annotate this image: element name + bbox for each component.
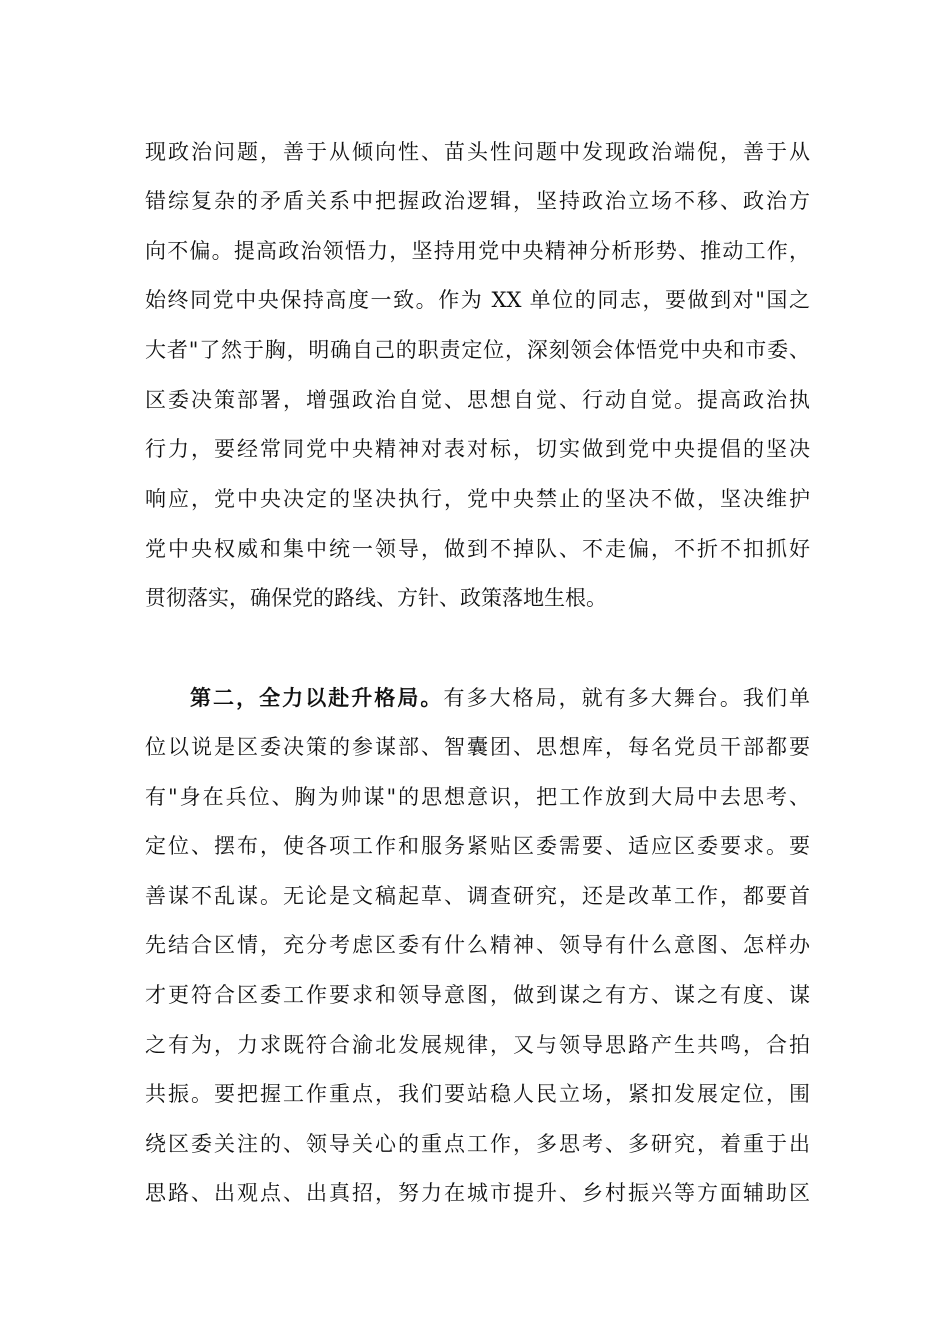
text-line: 贯彻落实，确保党的路线、方针、政策落地生根。: [145, 586, 607, 610]
text-line: 向不偏。提高政治领悟力，坚持用党中央精神分析形势、推动工作，: [145, 239, 810, 263]
text-line: 有"身在兵位、胸为帅谋"的思想意识，把工作放到大局中去思考、: [145, 785, 810, 809]
text-run: 有多大格局，就有多大舞台。我们单: [443, 686, 811, 710]
text-line: 绕区委关注的、领导关心的重点工作，多思考、多研究，着重于出: [145, 1132, 810, 1156]
text-line: 党中央权威和集中统一领导，做到不掉队、不走偏，不折不扣抓好: [145, 537, 810, 561]
text-line: 错综复杂的矛盾关系中把握政治逻辑，坚持政治立场不移、政治方: [145, 189, 810, 213]
text-line: 大者"了然于胸，明确自己的职责定位，深刻领会体悟党中央和市委、: [145, 338, 810, 362]
text-line: 位以说是区委决策的参谋部、智囊团、思想库，每名党员干部都要: [145, 735, 810, 759]
text-line: 先结合区情，充分考虑区委有什么精神、领导有什么意图、怎样办: [145, 933, 810, 957]
section-heading: 第二，全力以赴升格局。: [190, 685, 444, 710]
text-line: 行力，要经常同党中央精神对表对标，切实做到党中央提倡的坚决: [145, 437, 810, 461]
text-line: 才更符合区委工作要求和领导意图，做到谋之有方、谋之有度、谋: [145, 983, 810, 1007]
text-line: 区委决策部署，增强政治自觉、思想自觉、行动自觉。提高政治执: [145, 388, 810, 412]
text-line: 始终同党中央保持高度一致。作为 XX 单位的同志，要做到对"国之: [145, 288, 810, 312]
text-line: 之有为，力求既符合渝北发展规律，又与领导思路产生共鸣，合拍: [145, 1033, 810, 1057]
text-line: 定位、摆布，使各项工作和服务紧贴区委需要、适应区委要求。要: [145, 834, 810, 858]
text-line: 共振。要把握工作重点，我们要站稳人民立场，紧扣发展定位，围: [145, 1082, 810, 1106]
text-line: 现政治问题，善于从倾向性、苗头性问题中发现政治端倪，善于从: [145, 140, 810, 164]
text-line: 善谋不乱谋。无论是文稿起草、调查研究，还是改革工作，都要首: [145, 884, 810, 908]
text-line-first: [190, 678, 810, 718]
text-line: 响应，党中央决定的坚决执行，党中央禁止的坚决不做，坚决维护: [145, 487, 810, 511]
text-line: 思路、出观点、出真招，努力在城市提升、乡村振兴等方面辅助区: [145, 1181, 810, 1205]
